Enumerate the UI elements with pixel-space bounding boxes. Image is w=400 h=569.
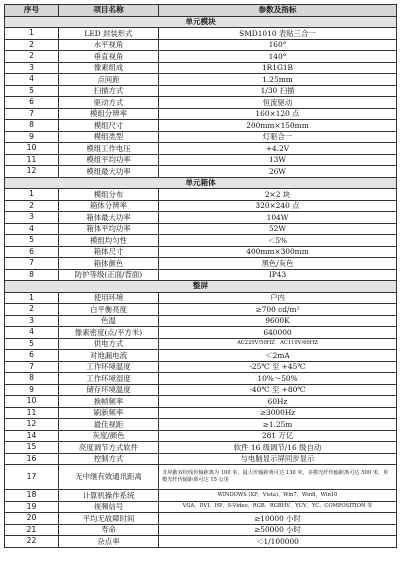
row-item-name: 像素组成 [59,62,159,74]
row-item-value: 2×2 块 [159,189,397,201]
row-item-value: SMD1010 表贴三合一 [159,28,397,40]
row-item-name: 最佳视距 [59,419,159,431]
row-item-value: IP43 [159,269,397,281]
row-item-value: ≥50000 小时 [159,524,397,536]
row-item-name: 扫描方式 [59,85,159,97]
row-number: 8 [5,269,59,281]
table-row [5,490,397,502]
row-item-value: AC220V/50HZ AC110V/60HZ [159,338,397,350]
row-item-name: 供电方式 [59,338,159,350]
row-item-value: 160×120 点 [159,108,397,120]
row-item-name: 刷新频率 [59,407,159,419]
row-item-value: ≥700 cd/m² [159,304,397,316]
header-name: 项目名称 [59,5,159,17]
table-row [5,430,397,442]
row-item-value: VGA、DVI、HP、S-Video、RGB、RGBHV、YUV、YC、COMPOSITION 等 [159,501,397,513]
row-number: 6 [5,97,59,109]
table-row [5,453,397,465]
section-header-row [5,16,397,28]
table-row [5,154,397,166]
row-item-name: 防护等级(正面/背面) [59,269,159,281]
row-item-value: ＜1/100000 [159,536,397,548]
row-item-name: 箱体最大功率 [59,212,159,224]
row-number: 8 [5,373,59,385]
row-item-value: 非屏蔽双绞线传输距离为 100 米，最大传输距离可达 130 米，多模光纤传输距离可达 500 米，单模光纤传输距离可达 15 公里 [159,465,397,490]
row-item-value: 640000 [159,327,397,339]
row-item-value: 26W [159,166,397,178]
header-value: 参数及指标 [159,5,397,17]
row-item-name: 亮度调节方式软件 [59,442,159,454]
row-item-name: 箱体平均功率 [59,223,159,235]
row-item-name: 模组均匀性 [59,235,159,247]
table-row [5,246,397,258]
table-row [5,327,397,339]
row-item-name: 计算机操作系统 [59,490,159,502]
table-row [5,315,397,327]
table-row [5,85,397,97]
row-item-name: 点间距 [59,74,159,86]
row-item-value: 200mm×150mm [159,120,397,132]
row-item-value: 281 万亿 [159,430,397,442]
row-item-name: 使用环境 [59,292,159,304]
row-item-value: 户内 [159,292,397,304]
table-row [5,62,397,74]
row-item-name: 色温 [59,315,159,327]
table-row [5,407,397,419]
table-row [5,143,397,155]
table-row [5,396,397,408]
row-item-name: 模组分辨率 [59,108,159,120]
row-item-name: 白平衡亮度 [59,304,159,316]
row-item-value: 9600K [159,315,397,327]
table-row [5,131,397,143]
table-row [5,524,397,536]
row-number: 4 [5,327,59,339]
row-number: 20 [5,513,59,525]
row-number: 1 [5,292,59,304]
row-item-value: 与电脑显示屏同步显示 [159,453,397,465]
row-number: 19 [5,501,59,513]
row-number: 4 [5,74,59,86]
row-item-name: 箱体尺寸 [59,246,159,258]
row-number: 8 [5,120,59,132]
row-item-name: 储存环境温度 [59,384,159,396]
row-item-value: 140° [159,51,397,63]
row-number: 2 [5,39,59,51]
table-row [5,39,397,51]
row-item-value: 400mm×300mm [159,246,397,258]
row-number: 1 [5,189,59,201]
row-item-value: ≥3000Hz [159,407,397,419]
row-item-name: 换帧频率 [59,396,159,408]
spec-table [4,4,397,548]
row-number: 6 [5,246,59,258]
row-number: 7 [5,361,59,373]
row-item-name: 驱动方式 [59,97,159,109]
row-item-value: 52W [159,223,397,235]
row-item-value: ＜2mA [159,350,397,362]
row-number: 3 [5,62,59,74]
table-row [5,419,397,431]
row-number: 11 [5,154,59,166]
row-item-name: 箱体分辨率 [59,200,159,212]
table-row [5,223,397,235]
row-item-name: 模组工作电压 [59,143,159,155]
table-row [5,189,397,201]
row-number: 4 [5,223,59,235]
section-title: 单元模块 [5,16,397,28]
row-item-value: 320×240 点 [159,200,397,212]
row-number: 2 [5,304,59,316]
table-row [5,28,397,40]
row-item-name: 模组最大功率 [59,166,159,178]
row-item-name: LED 封装形式 [59,28,159,40]
row-item-value: ＜5% [159,235,397,247]
table-row [5,97,397,109]
row-item-value: -25℃ 至 +45℃ [159,361,397,373]
table-row [5,235,397,247]
row-item-value: 10%～50% [159,373,397,385]
row-number: 10 [5,143,59,155]
row-item-name: 水平视角 [59,39,159,51]
row-item-name: 像素密度(点/平方米) [59,327,159,339]
row-item-value: ≥10000 小时 [159,513,397,525]
row-number: 16 [5,453,59,465]
row-item-name: 工作环境温度 [59,361,159,373]
row-item-value: 1.25mm [159,74,397,86]
row-item-name: 模组尺寸 [59,120,159,132]
table-row [5,513,397,525]
row-item-name: 杂点率 [59,536,159,548]
section-title: 单元箱体 [5,177,397,189]
row-item-value: 60Hz [159,396,397,408]
table-row [5,501,397,513]
row-number: 6 [5,350,59,362]
row-item-value: 恒流驱动 [159,97,397,109]
row-item-name: 无中继有效通讯距离 [59,465,159,490]
row-number: 14 [5,430,59,442]
row-item-value: 1/30 扫描 [159,85,397,97]
header-no: 序号 [5,5,59,17]
table-row [5,384,397,396]
table-row [5,350,397,362]
table-row [5,536,397,548]
row-item-value: 1R1G1B [159,62,397,74]
table-row [5,465,397,490]
section-title: 整屏 [5,281,397,293]
row-item-name: 控制方式 [59,453,159,465]
row-item-value: 160° [159,39,397,51]
row-item-value: ≥1.25m [159,419,397,431]
row-item-value: 软件 16 级调节/16 级自动 [159,442,397,454]
row-item-name: 对地漏电流 [59,350,159,362]
row-item-value: 灯驱合一 [159,131,397,143]
table-row [5,292,397,304]
row-item-name: 模组平均功率 [59,154,159,166]
row-item-name: 平均无故障时间 [59,513,159,525]
table-row [5,361,397,373]
row-number: 5 [5,235,59,247]
table-row [5,120,397,132]
table-row [5,212,397,224]
table-row [5,442,397,454]
row-number: 3 [5,315,59,327]
table-row [5,166,397,178]
row-item-name: 视频信号 [59,501,159,513]
table-row [5,338,397,350]
table-row [5,373,397,385]
row-item-value: +4.2V [159,143,397,155]
row-item-name: 垂直视角 [59,51,159,63]
row-number: 18 [5,490,59,502]
row-number: 7 [5,258,59,270]
row-number: 21 [5,524,59,536]
row-item-value: -40℃ 至 +80℃ [159,384,397,396]
row-number: 2 [5,200,59,212]
row-number: 2 [5,51,59,63]
row-number: 12 [5,419,59,431]
table-row [5,108,397,120]
row-number: 17 [5,465,59,490]
row-item-value: WINDOWS (XP、Vista)、Win7、Win8、Win10 [159,490,397,502]
table-row [5,269,397,281]
row-item-name: 模组类型 [59,131,159,143]
row-number: 9 [5,131,59,143]
row-number: 5 [5,338,59,350]
table-row [5,258,397,270]
table-row [5,304,397,316]
row-number: 10 [5,396,59,408]
row-number: 1 [5,28,59,40]
spec-table-body [5,5,397,548]
table-row [5,51,397,63]
row-item-name: 灰度/颜色 [59,430,159,442]
row-number: 3 [5,212,59,224]
row-item-value: 黑色/灰色 [159,258,397,270]
table-row [5,74,397,86]
section-header-row [5,281,397,293]
row-item-name: 工作环境湿度 [59,373,159,385]
row-number: 7 [5,108,59,120]
table-row [5,200,397,212]
row-item-name: 寿命 [59,524,159,536]
row-number: 5 [5,85,59,97]
row-number: 9 [5,384,59,396]
row-number: 12 [5,166,59,178]
row-item-name: 模组分布 [59,189,159,201]
header-row [5,5,397,17]
row-number: 15 [5,442,59,454]
row-item-value: 104W [159,212,397,224]
row-number: 22 [5,536,59,548]
section-header-row [5,177,397,189]
row-item-value: 13W [159,154,397,166]
row-number: 11 [5,407,59,419]
row-item-name: 箱体颜色 [59,258,159,270]
